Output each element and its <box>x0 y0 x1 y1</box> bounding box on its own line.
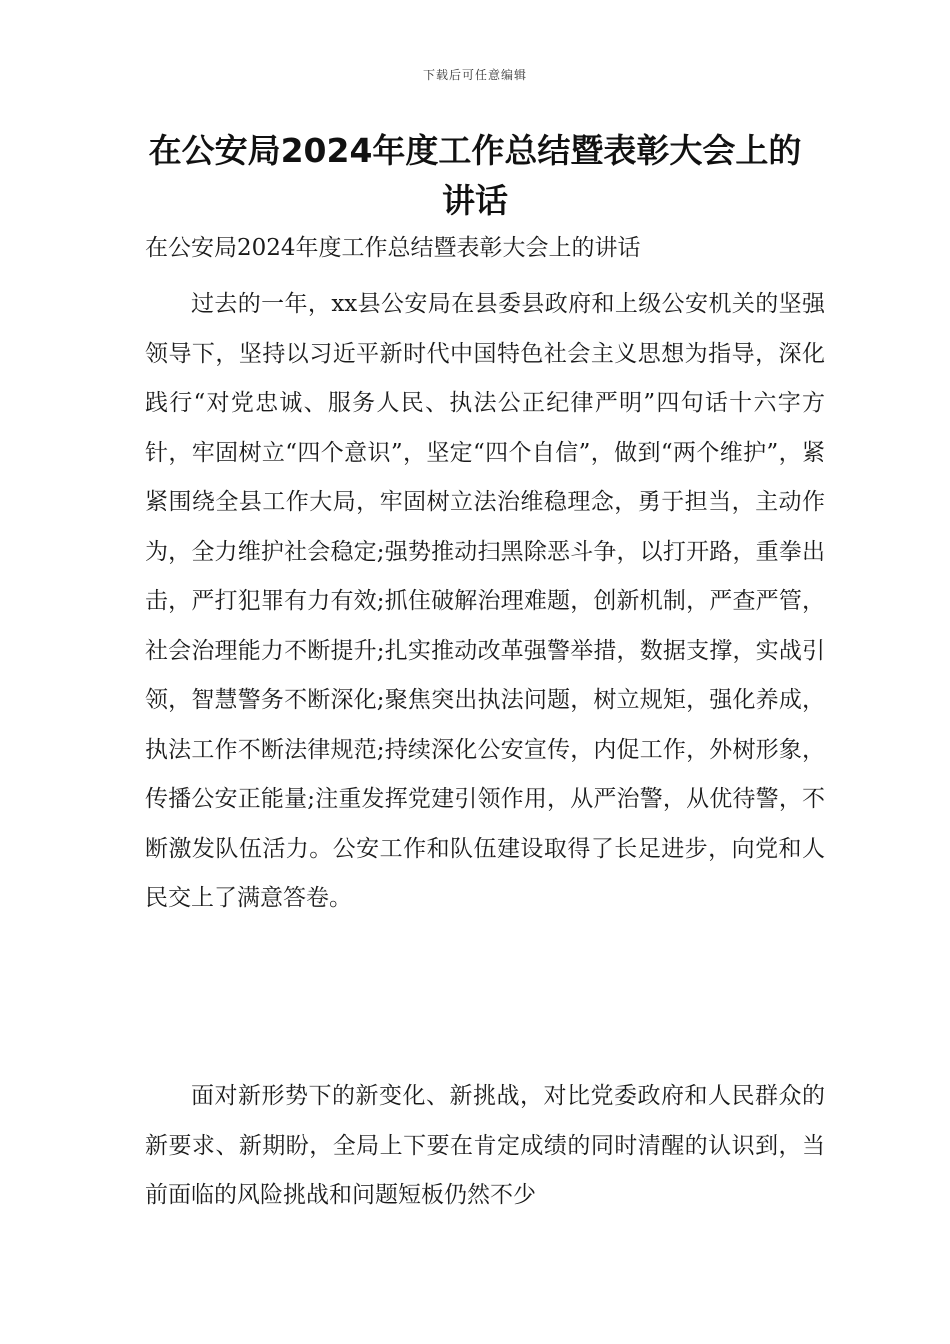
document-subtitle: 在公安局2024年度工作总结暨表彰大会上的讲话 <box>145 235 641 261</box>
paragraph-1: 过去的一年，xx县公安局在县委县政府和上级公安机关的坚强领导下，坚持以习近平新时代中国特色社会主义思想为指导，深化践行“对党忠诚、服务人民、执法公正纪律严明”四句话十六字方针，牢固树立“四个意识”，坚定“四个自信”，做到“两个维护”，紧紧围绕全县工作大局，牢固树立法治维稳理念，勇于担当，主动作为，全力维护社会稳定;强势推动扫黑除恶斗争，以打开路，重拳出击，严打犯罪有力有效;抓住破解治理难题，创新机制，严查严管，社会治理能力不断提升;扎实推动改革强警举措，数据支撑，实战引领，智慧警务不断深化;聚焦突出执法问题，树立规矩，强化养成，执法工作不断法律规范;持续深化公安宣传，内促工作，外树形象，传播公安正能量;注重发挥党建引领作用，从严治警，从优待警，不断激发队伍活力。公安工作和队伍建设取得了长足进步，向党和人民交上了满意答卷。 <box>145 291 825 911</box>
paragraph-2: 面对新形势下的新变化、新挑战，对比党委政府和人民群众的新要求、新期盼，全局上下要在肯定成绩的同时清醒的认识到，当前面临的风险挑战和问题短板仍然不少 <box>145 1083 825 1208</box>
header-note: 下载后可任意编辑 <box>422 68 527 82</box>
document-title: 在公安局2024年度工作总结暨表彰大会上的讲话 <box>148 131 802 220</box>
